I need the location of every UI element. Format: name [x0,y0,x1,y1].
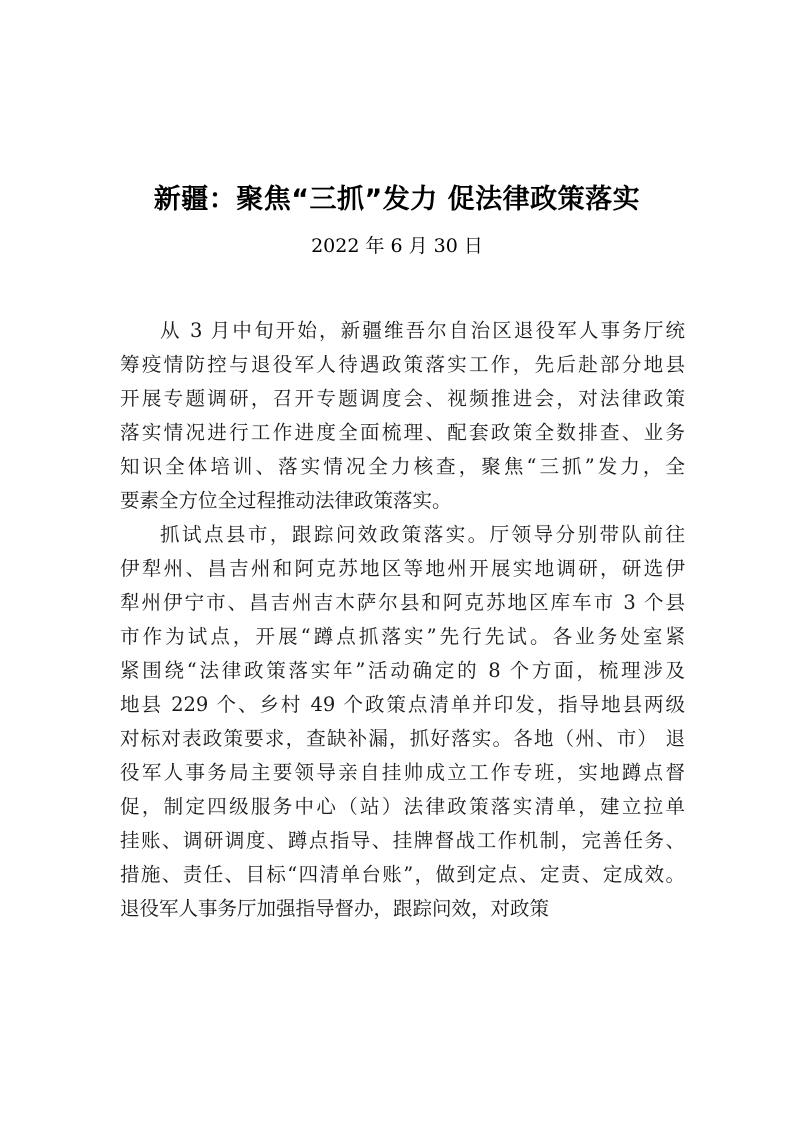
paragraph-2-line-12: 退役军人事务厅加强指导督办，跟踪问效，对政策 [120,897,550,920]
paragraph-1-line-1: 从 3 月中旬开始，新疆维吾尔自治区退役军人事务厅统 [160,319,685,342]
paragraph-2-line-9: 促，制定四级服务中心（站）法律政策落实清单，建立拉单 [120,795,685,818]
paragraph-2-line-8: 役军人事务局主要领导亲自挂帅成立工作专班，实地蹲点督 [120,761,685,784]
paragraph-2-line-5: 紧围绕“法律政策落实年”活动确定的 8 个方面，梳理涉及 [120,659,685,682]
paragraph-1-line-3: 开展专题调研，召开专题调度会、视频推进会，对法律政策 [120,387,685,410]
article-title: 新疆：聚焦“三抓”发力 促法律政策落实 [153,184,641,215]
article-body [120,314,685,926]
paragraph-2-line-2: 伊犁州、昌吉州和阿克苏地区等地州开展实地调研，研选伊 [120,557,685,580]
paragraph-1-line-4: 落实情况进行工作进度全面梳理、配套政策全数排查、业务 [120,421,685,444]
paragraph-1-line-2: 筹疫情防控与退役军人待遇政策落实工作，先后赴部分地县 [120,353,685,376]
paragraph-1-line-6: 要素全方位全过程推动法律政策落实。 [120,489,452,512]
paragraph-1-line-5: 知识全体培训、落实情况全力核查，聚焦“三抓”发力，全 [120,455,685,478]
paragraph-2-line-7: 对标对表政策要求，查缺补漏，抓好落实。各地（州、市） 退 [120,727,685,750]
paragraph-2-line-3: 犁州伊宁市、昌吉州吉木萨尔县和阿克苏地区库车市 3 个县 [120,591,685,614]
paragraph-2-line-6: 地县 229 个、乡村 49 个政策点清单并印发，指导地县两级 [120,693,685,716]
paragraph-2-line-4: 市作为试点，开展“蹲点抓落实”先行先试。各业务处室紧 [120,625,685,648]
article-date: 2022 年 6 月 30 日 [311,235,483,257]
paragraph-2-line-10: 挂账、调研调度、蹲点指导、挂牌督战工作机制，完善任务、 [120,829,685,852]
paragraph-2-line-1: 抓试点县市，跟踪问效政策落实。厅领导分别带队前往 [160,523,685,546]
paragraph-2-line-11: 措施、责任、目标“四清单台账”，做到定点、定责、定成效。 [120,863,685,886]
